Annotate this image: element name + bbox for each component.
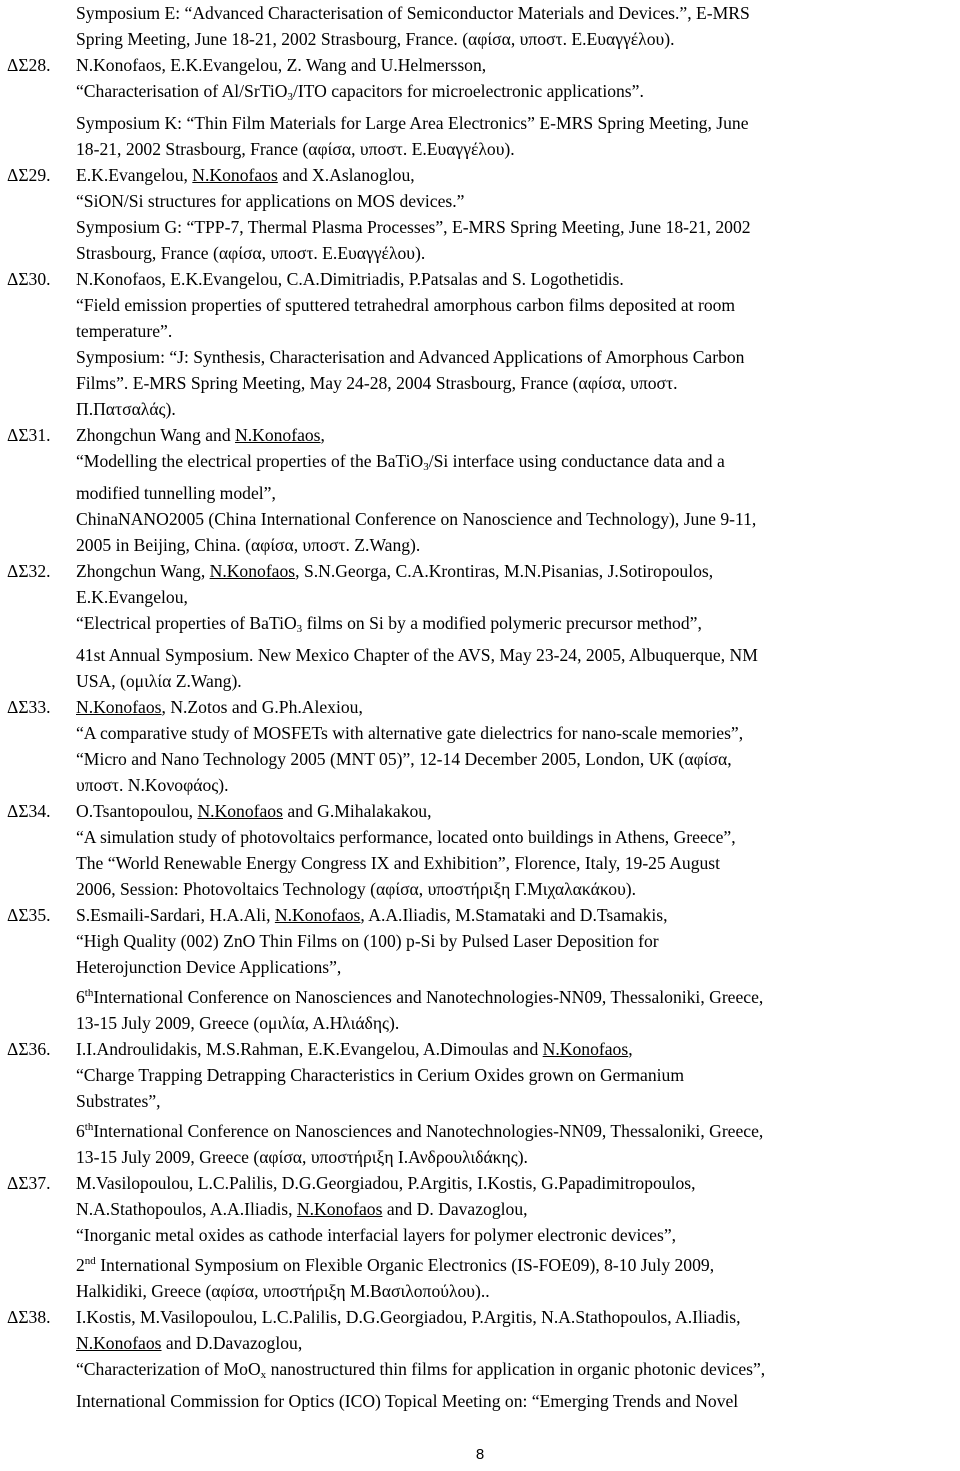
authors: E.K.Evangelou, N.Konofaos and X.Aslanoglou, [76,165,415,185]
venue: 2006, Session: Photovoltaics Technology (αφίσα, υποστήριξη Γ.Μιχαλακάκου). [76,879,637,899]
entry-ds38 [0,1304,960,1414]
entry-ds34 [0,798,960,902]
authors: N.Konofaos and D.Davazoglou, [76,1333,303,1353]
entry-number: ΔΣ33. [7,697,51,717]
entry-ds35 [0,902,960,1036]
venue: Symposium G: “TPP-7, Thermal Plasma Processes”, E-MRS Spring Meeting, June 18-21, 2002 [76,217,751,237]
venue: Halkidiki, Greece (αφίσα, υποστήριξη Μ.Βασιλοπούλου).. [76,1281,490,1301]
authors: O.Tsantopoulou, N.Konofaos and G.Mihalakakou, [76,801,432,821]
venue: 6thInternational Conference on Nanosciences and Nanotechnologies-NN09, Thessaloniki, Greece, [76,987,764,1007]
title: “Characterization of MoO$_x$ nanostructured thin films for application in organic photonic devices”, [76,1359,766,1381]
title: “SiON/Si structures for applications on MOS devices.” [76,191,465,211]
authors: N.Konofaos, E.K.Evangelou, C.A.Dimitriadis, P.Patsalas and S. Logothetidis. [76,269,624,289]
venue: υποστ. Ν.Κονοφάος). [76,775,229,795]
venue: 6thInternational Conference on Nanosciences and Nanotechnologies-NN09, Thessaloniki, Greece, [76,1121,764,1141]
entry-ds28 [0,52,960,162]
entry-number: ΔΣ35. [7,905,51,925]
title: Substrates”, [76,1091,161,1111]
authors: Zhongchun Wang, N.Konofaos, S.N.Georga, C.A.Krontiras, M.N.Pisanias, J.Sotiropoulos, [76,561,714,581]
entry-number: ΔΣ28. [7,55,51,75]
entry-number: ΔΣ34. [7,801,51,821]
line: Spring Meeting, June 18-21, 2002 Strasbourg, France. (αφίσα, υποστ. Ε.Ευαγγέλου). [76,29,675,49]
authors: N.Konofaos, N.Zotos and G.Ph.Alexiou, [76,697,363,717]
title: “A comparative study of MOSFETs with alternative gate dielectrics for nano-scale memories”, [76,723,744,743]
title: modified tunnelling model”, [76,483,276,503]
entry-ds36 [0,1036,960,1170]
authors: Zhongchun Wang and N.Konofaos, [76,425,325,445]
venue: Symposium: “J: Synthesis, Characterisation and Advanced Applications of Amorphous Carbon [76,347,745,367]
venue: 13-15 July 2009, Greece (αφίσα, υποστήριξη Ι.Ανδρουλιδάκης). [76,1147,528,1167]
authors: N.Konofaos, E.K.Evangelou, Z. Wang and U.Helmersson, [76,55,487,75]
venue: “Micro and Nano Technology 2005 (MNT 05)”, 12-14 December 2005, London, UK (αφίσα, [76,749,732,769]
venue: 13-15 July 2009, Greece (ομιλία, Α.Ηλιάδης). [76,1013,400,1033]
authors: S.Esmaili-Sardari, H.A.Ali, N.Konofaos, A.A.Iliadis, M.Stamataki and D.Tsamakis, [76,905,668,925]
authors: N.A.Stathopoulos, A.A.Iliadis, N.Konofaos and D. Davazoglou, [76,1199,528,1219]
entry-number: ΔΣ32. [7,561,51,581]
entry-ds32 [0,558,960,694]
authors: I.I.Androulidakis, M.S.Rahman, E.K.Evangelou, A.Dimoulas and N.Konofaos, [76,1039,633,1059]
entry-number: ΔΣ38. [7,1307,51,1327]
venue: Π.Πατσαλάς). [76,399,176,419]
title: “A simulation study of photovoltaics performance, located onto buildings in Athens, Greece”, [76,827,736,847]
entry-number: ΔΣ36. [7,1039,51,1059]
venue: 2005 in Beijing, China. (αφίσα, υποστ. Z.Wang). [76,535,421,555]
entry-continuation [0,0,960,52]
entry-ds30 [0,266,960,422]
title: “Inorganic metal oxides as cathode interfacial layers for polymer electronic devices”, [76,1225,677,1245]
entry-number: ΔΣ29. [7,165,51,185]
venue: 41st Annual Symposium. New Mexico Chapter of the AVS, May 23-24, 2005, Albuquerque, NM [76,645,758,665]
venue: 2nd International Symposium on Flexible Organic Electronics (IS-FOE09), 8-10 July 2009, [76,1255,715,1275]
venue: Films”. E-MRS Spring Meeting, May 24-28, 2004 Strasbourg, France (αφίσα, υποστ. [76,373,678,393]
title: “Electrical properties of BaTiO$_3$ films on Si by a modified polymeric precursor method”, [76,613,702,635]
title: temperature”. [76,321,173,341]
venue: USA, (ομιλία Z.Wang). [76,671,242,691]
entry-number: ΔΣ37. [7,1173,51,1193]
entry-ds37 [0,1170,960,1304]
title: “Characterisation of Al/SrTiO$_3$/ITO capacitors for microelectronic applications”. [76,81,644,103]
entry-ds31 [0,422,960,558]
title: Heterojunction Device Applications”, [76,957,342,977]
venue: ChinaNANO2005 (China International Conference on Nanoscience and Technology), June 9-11, [76,509,757,529]
title: “Modelling the electrical properties of the BaTiO$_3$/Si interface using conductance data and a [76,451,725,473]
title: “Field emission properties of sputtered tetrahedral amorphous carbon films deposited at room [76,295,736,315]
entry-ds29 [0,162,960,266]
authors: I.Kostis, M.Vasilopoulou, L.C.Palilis, D.G.Georgiadou, P.Argitis, N.A.Stathopoulos, A.Iliadis, [76,1307,741,1327]
page-number: 8 [475,1446,485,1463]
entry-number: ΔΣ31. [7,425,51,445]
authors: E.K.Evangelou, [76,587,188,607]
venue: International Commission for Optics (ICO) Topical Meeting on: “Emerging Trends and Novel [76,1391,739,1411]
entry-number: ΔΣ30. [7,269,51,289]
authors: M.Vasilopoulou, L.C.Palilis, D.G.Georgiadou, P.Argitis, I.Kostis, G.Papadimitropoulos, [76,1173,696,1193]
venue: The “World Renewable Energy Congress IX and Exhibition”, Florence, Italy, 19-25 August [76,853,721,873]
title: “Charge Trapping Detrapping Characteristics in Cerium Oxides grown on Germanium [76,1065,685,1085]
venue: Strasbourg, France (αφίσα, υποστ. Ε.Ευαγγέλου). [76,243,426,263]
venue: 18-21, 2002 Strasbourg, France (αφίσα, υποστ. Ε.Ευαγγέλου). [76,139,515,159]
line: Symposium E: “Advanced Characterisation of Semiconductor Materials and Devices.”, E-MRS [76,3,750,23]
title: “High Quality (002) ZnO Thin Films on (100) p-Si by Pulsed Laser Deposition for [76,931,659,951]
entry-ds33 [0,694,960,798]
venue: Symposium K: “Thin Film Materials for Large Area Electronics” E-MRS Spring Meeting, June [76,113,749,133]
